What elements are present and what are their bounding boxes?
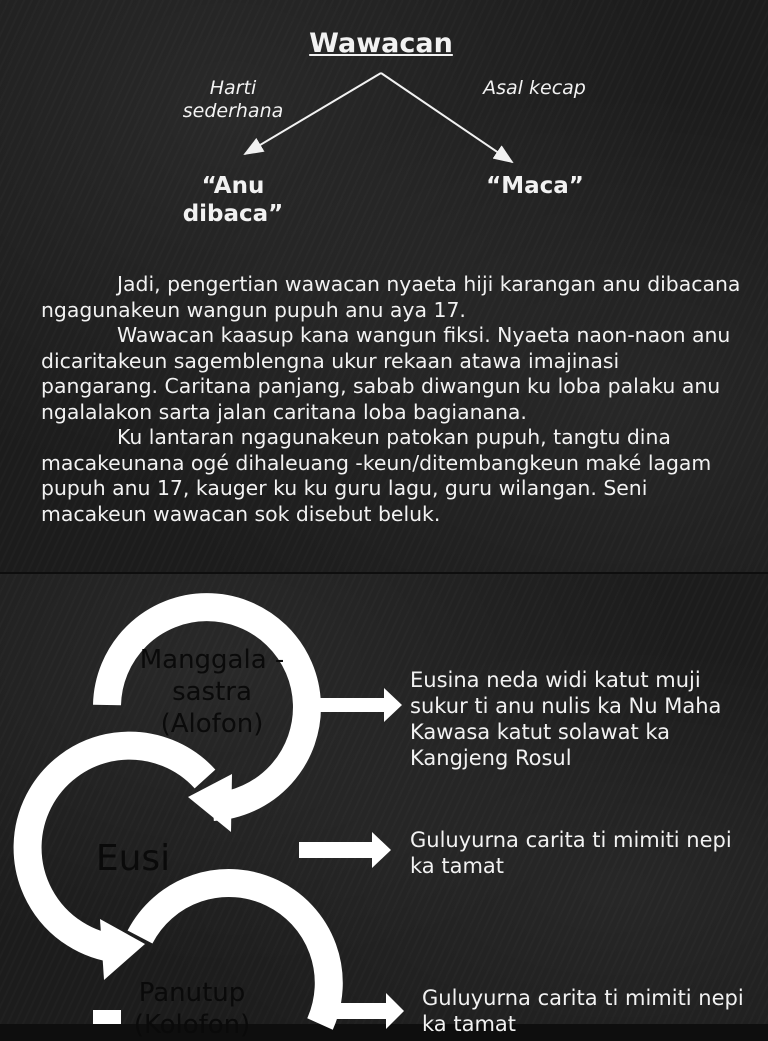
part-name-panutup: Panutup (Kolofon)	[133, 978, 251, 1040]
left-branch-label: Harti sederhana	[182, 77, 284, 122]
paragraph-3: Ku lantaran ngagunakeun patokan pupuh, tangtu dina macakeunana ogé dihaleuang -keun/ditembangkeun maké lagam pupuh anu 17, kauger ku ku guru lagu, guru wilangan. Seni macakeun wawacan sok disebut beluk.	[41, 425, 712, 526]
page-title: Wawacan	[309, 28, 453, 59]
structure-cycle-diagram	[0, 574, 768, 1024]
paragraph-1: Jadi, pengertian wawacan nyaeta hiji karangan anu dibacana ngagunakeun wangun pupuh anu aya 17.	[41, 272, 741, 322]
cycle-stub-3	[93, 1010, 121, 1024]
right-branch-label: Asal kecap	[483, 77, 586, 99]
part-name-eusi: Eusi	[95, 838, 171, 879]
right-arrow-1	[318, 688, 402, 722]
part-name-manggala: Manggala -sastra (Alofon)	[139, 645, 285, 739]
branch-arrows	[0, 0, 768, 240]
definition-text	[41, 272, 741, 527]
right-branch-value: “Maca”	[486, 173, 584, 199]
slide-wawacan-structure	[0, 574, 768, 1040]
right-arrow-2	[299, 832, 391, 868]
part-description-manggala: Eusina neda widi katut muji sukur ti anu nulis ka Nu Maha Kawasa katut solawat ka Kangjeng Rosul	[410, 668, 722, 770]
paragraph-2: Wawacan kaasup kana wangun fiksi. Nyaeta naon-naon anu dicaritakeun sagemblengna ukur rekaan atawa imajinasi pangarang. Caritana panjang, sabab diwangun ku loba palaku anu ngalalakon sarta jalan caritana loba bagianana.	[41, 323, 731, 424]
part-description-panutup: Guluyurna carita ti mimiti nepi ka tamat	[422, 986, 744, 1036]
left-branch-value: “Anu dibaca”	[182, 173, 284, 227]
part-description-eusi: Guluyurna carita ti mimiti nepi ka tamat	[410, 828, 732, 878]
